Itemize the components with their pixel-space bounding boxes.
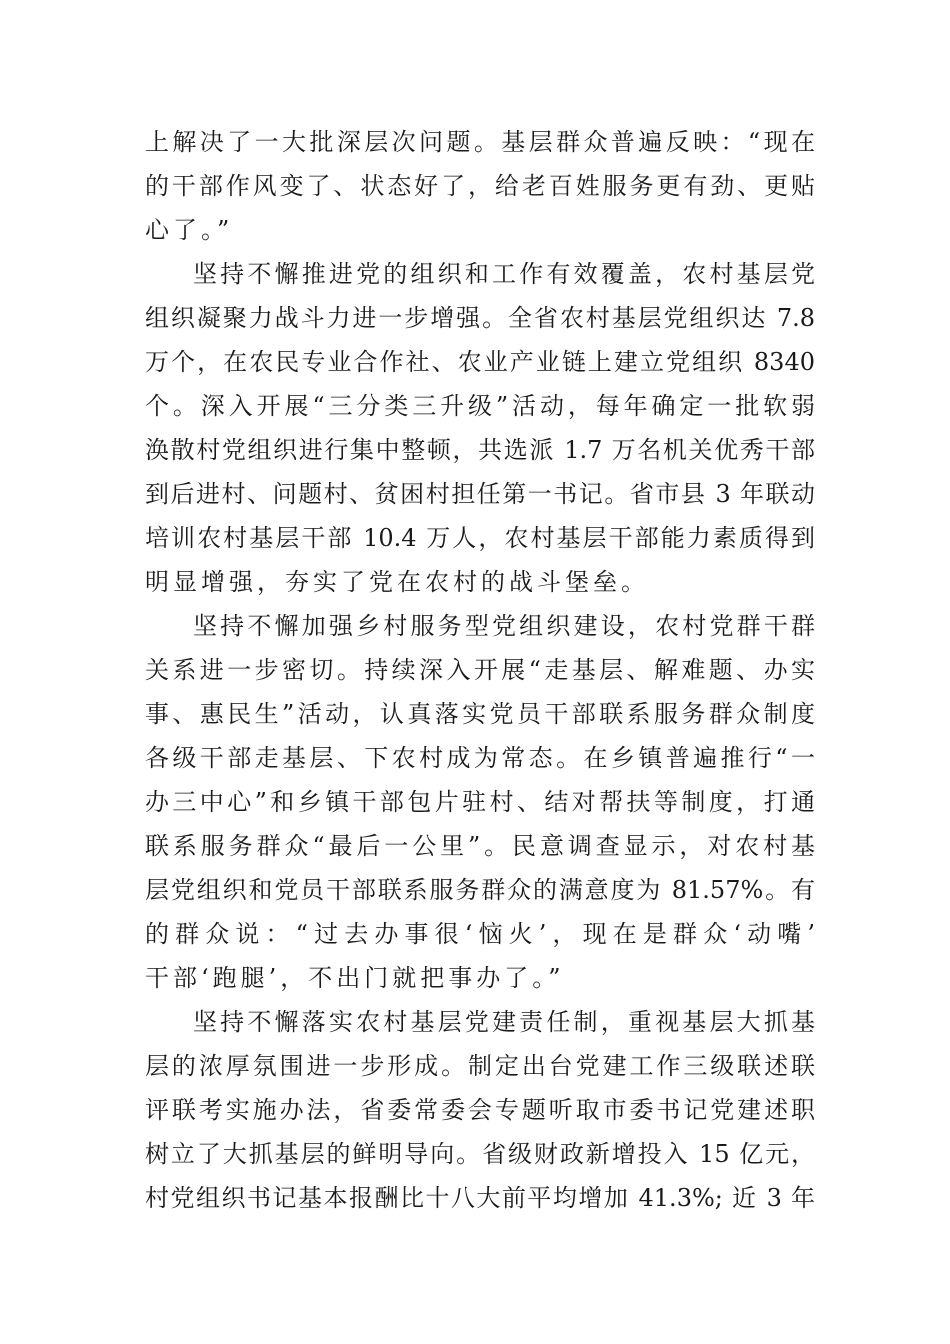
text-line: 层党组织和党员干部联系服务群众的满意度为 81.57%。有 — [145, 876, 815, 904]
text-line: 到后进村、问题村、贫困村担任第一书记。省市县 3 年联动 — [145, 480, 815, 508]
text-line: 事、惠民生”活动，认真落实党员干部联系服务群众制度 — [145, 700, 815, 728]
text-line: 树立了大抓基层的鲜明导向。省级财政新增投入 15 亿元， — [145, 1140, 815, 1168]
text-line: 关系进一步密切。持续深入开展“走基层、解难题、办实 — [145, 656, 815, 684]
text-line: 评联考实施办法，省委常委会专题听取市委书记党建述职 — [145, 1096, 815, 1124]
text-line: 联系服务群众“最后一公里”。民意调查显示，对农村基 — [145, 832, 815, 860]
paragraph-first-line: 坚持不懈推进党的组织和工作有效覆盖，农村基层党 — [193, 260, 815, 288]
text-line: 万个，在农民专业合作社、农业产业链上建立党组织 8340 — [145, 348, 815, 376]
paragraph-first-line: 坚持不懈加强乡村服务型党组织建设，农村党群干群 — [193, 612, 815, 640]
text-line: 组织凝聚力战斗力进一步增强。全省农村基层党组织达 7.8 — [145, 304, 815, 332]
text-line: 办三中心”和乡镇干部包片驻村、结对帮扶等制度，打通 — [145, 788, 815, 816]
text-line: 的干部作风变了、状态好了，给老百姓服务更有劲、更贴 — [145, 172, 815, 200]
text-line: 干部‘跑腿’，不出门就把事办了。” — [145, 964, 565, 992]
text-line: 涣散村党组织进行集中整顿，共选派 1.7 万名机关优秀干部 — [145, 436, 815, 464]
text-line: 培训农村基层干部 10.4 万人，农村基层干部能力素质得到 — [145, 524, 815, 552]
text-line: 心了。” — [145, 216, 234, 244]
text-line: 明显增强，夯实了党在农村的战斗堡垒。 — [145, 568, 649, 596]
text-line: 各级干部走基层、下农村成为常态。在乡镇普遍推行“一 — [145, 744, 815, 772]
text-line: 个。深入开展“三分类三升级”活动，每年确定一批软弱 — [145, 392, 815, 420]
text-line: 的群众说：“过去办事很‘恼火’，现在是群众‘动嘴’ — [145, 920, 815, 948]
text-line: 层的浓厚氛围进一步形成。制定出台党建工作三级联述联 — [145, 1052, 815, 1080]
paragraph-first-line: 坚持不懈落实农村基层党建责任制，重视基层大抓基 — [193, 1008, 815, 1036]
text-line: 村党组织书记基本报酬比十八大前平均增加 41.3%; 近 3 年 — [145, 1184, 815, 1212]
text-line: 上解决了一大批深层次问题。基层群众普遍反映：“现在 — [145, 128, 815, 156]
